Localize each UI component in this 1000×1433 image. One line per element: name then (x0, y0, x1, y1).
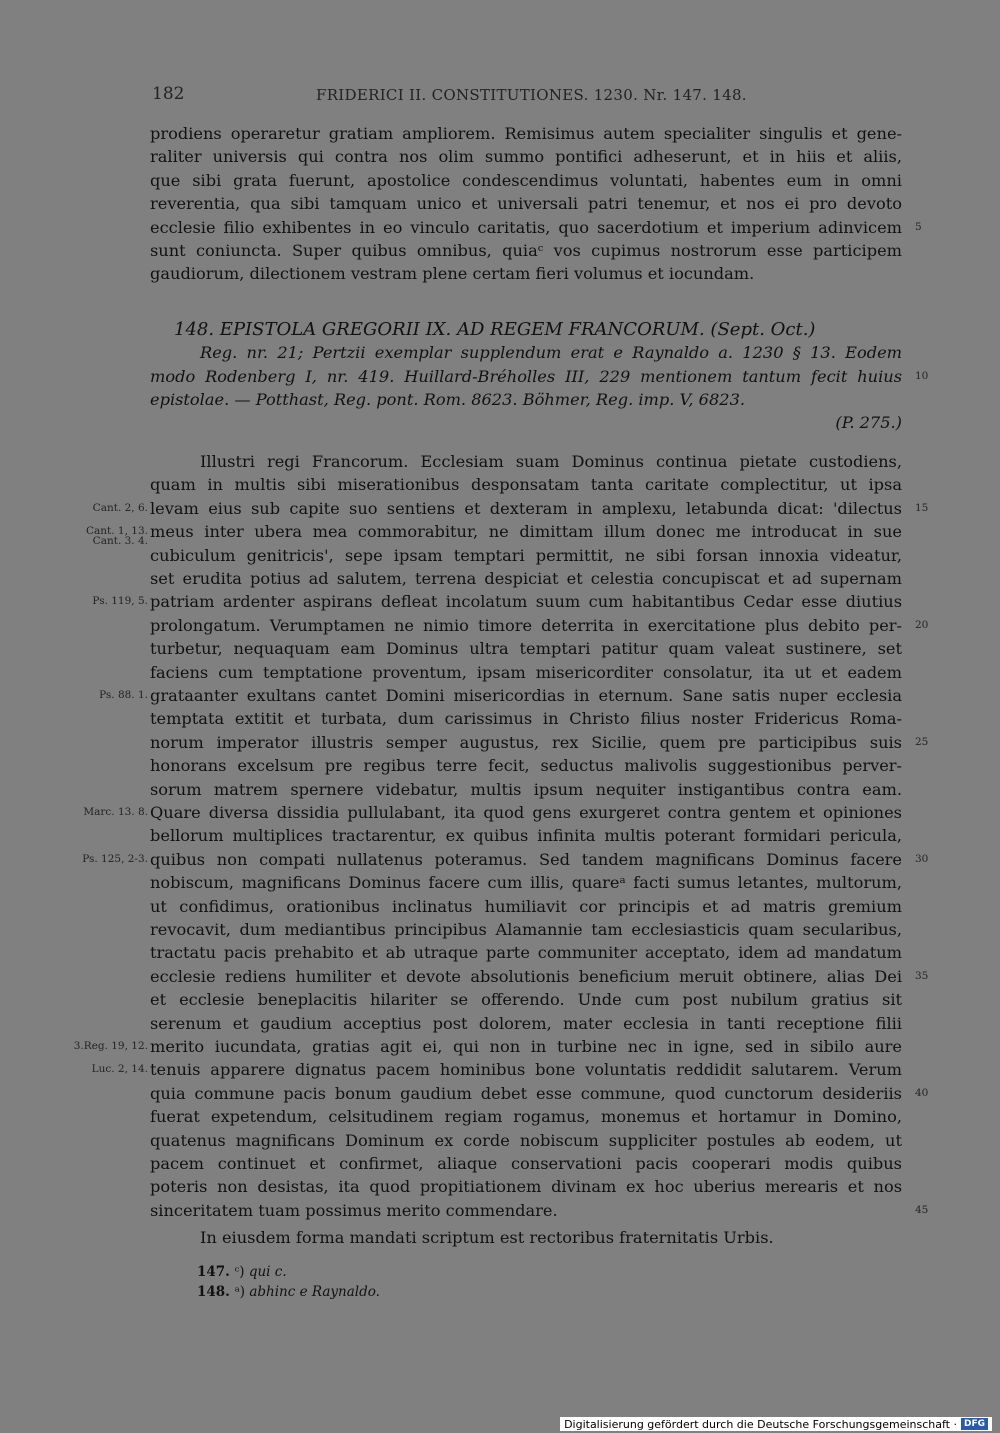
text-line: serenum et gaudium acceptius post dolorem, mater ecclesia in tanti receptione filii (150, 1013, 902, 1033)
text-line: pacem continuet et confirmet, aliaque conservationi pacis cooperari modis quibus (150, 1154, 902, 1173)
text-line: quibus non compati nullatenus poteramus. Sed tandem magnificans Dominus facere (150, 849, 902, 869)
line-number: 35 (915, 969, 929, 982)
text-line: sinceritatem tuam possimus merito commendare. (150, 1200, 558, 1220)
margin-reference: Cant. 1, 13. (85, 525, 148, 538)
text-line: fuerat expetendum, celsitudinem regiam rogamus, monemus et hortamur in Domino, (150, 1107, 902, 1127)
text-line: que sibi grata fuerunt, apostolice condescendimus voluntati, habentes eum in omni (150, 170, 902, 190)
text-line: quam in multis sibi miserationibus desponsatam tanta caritate complectitur, ut ipsa (150, 475, 902, 495)
page-header (150, 84, 750, 108)
digitization-credit (560, 1417, 992, 1431)
text-line: meus inter ubera mea commorabitur, ne dimittam illum donec me introducat in sue (150, 522, 902, 542)
text-line: 148. EPISTOLA GREGORII IX. AD REGEM FRANCORUM. (Sept. Oct.) (174, 319, 816, 340)
text-line: reverentia, qua sibi tamquam unico et universali patri tenemur, et nos ei pro devoto (150, 194, 902, 214)
dfg-logo: DFG (961, 1418, 988, 1430)
text-line: et ecclesie beneplacitis hilariter se offerendo. Unde cum post nubilum gratius sit (150, 990, 902, 1010)
text-line: tractatu pacis prehabito et ab utraque parte communiter acceptato, idem ad mandatum (150, 943, 902, 963)
margin-reference: Marc. 13. 8. (83, 806, 148, 818)
text-line: quia commune pacis bonum gaudium debet esse commune, quod cunctorum desideriis (150, 1083, 902, 1103)
text-line: turbetur, nequaquam eam Dominus ultra temptari patitur quam valeat sustinere, set (150, 639, 902, 659)
margin-reference: Ps. 119, 5. (92, 595, 148, 608)
page-number: 182 (152, 84, 185, 104)
text-line: patriam ardenter aspirans defleat incolatum suum cum habitantibus Cedar esse diutius (150, 592, 902, 612)
text-line: gaudiorum, dilectionem vestram plene certam fieri volumus et iocundam. (150, 264, 755, 284)
credit-text: Digitalisierung gefördert durch die Deutsche Forschungsgemeinschaft · (564, 1417, 957, 1431)
text-line: poteris non desistas, ita quod propitiationem divinam ex hoc uberius merearis et nos (150, 1177, 902, 1197)
text-line: prodiens operaretur gratiam ampliorem. Remisimus autem specialiter singulis et gene- (150, 124, 902, 143)
text-line: ecclesie filio exhibentes in eo vinculo caritatis, quo sacerdotium et imperium adinvicem (150, 217, 902, 237)
footnote (197, 1264, 287, 1280)
text-line: merito iucundata, gratias agit ei, qui non in turbine nec in igne, sed in sibilo aure (150, 1037, 902, 1056)
text-line: sunt coniuncta. Super quibus omnibus, quiaᶜ vos cupimus nostrorum esse participem (150, 241, 902, 260)
text-line: ut confidimus, orationibus inclinatus humiliavit cor principis et ad matris gremium (150, 896, 902, 916)
footnote-text: qui c. (248, 1264, 287, 1280)
text-line: faciens cum temptatione proventum, ipsam misericorditer consolatur, ita ut et eadem (150, 662, 902, 682)
text-line: honorans excelsum pre regibus terre fecit, seductus malivolis suggestionibus perver- (150, 756, 902, 776)
text-line: set erudita potius ad salutem, terrena despiciat et celestia concupiscat et ad supernam (150, 569, 902, 588)
line-number: 30 (915, 852, 929, 865)
footnote-mark: ᵃ) (234, 1284, 250, 1300)
footnote-mark: ᶜ) (234, 1264, 249, 1280)
text-line: modo Rodenberg I, nr. 419. Huillard-Bréholles III, 229 mentionem tantum fecit huius (150, 366, 902, 386)
line-number: 45 (915, 1203, 929, 1216)
text-line: revocavit, dum mediantibus principibus Alamannie tam ecclesiasticis quam secularibus, (150, 920, 902, 939)
text-line: Reg. nr. 21; Pertzii exemplar supplendum erat e Raynaldo a. 1230 § 13. Eodem (200, 343, 902, 363)
footnote-number: 148. (197, 1284, 235, 1300)
text-line: levam eius sub capite suo sentiens et dexteram in amplexu, letabunda dicat: 'dilectus (150, 498, 902, 518)
margin-reference: Cant. 3. 4. (92, 535, 148, 548)
running-title: FRIDERICI II. CONSTITUTIONES. 1230. Nr. 147. 148. (316, 86, 747, 104)
text-line: raliter universis qui contra nos olim summo pontifici adheserunt, et in hiis et aliis, (150, 147, 902, 167)
footnote-number: 147. (197, 1264, 235, 1280)
text-line: quatenus magnificans Dominum ex corde nobiscum suppliciter postules ab eodem, ut (150, 1130, 902, 1150)
text-line: Illustri regi Francorum. Ecclesiam suam Dominus continua pietate custodiens, (200, 452, 902, 471)
text-line: norum imperator illustris semper augustus, rex Sicilie, quem pre participibus suis (150, 732, 902, 752)
margin-reference: Ps. 125, 2-3. (82, 852, 148, 865)
text-line: epistolae. — Potthast, Reg. pont. Rom. 8623. Böhmer, Reg. imp. V, 6823. (150, 390, 746, 410)
text-line: cubiculum genitricis', sepe ipsam temptari permittit, ne sibi forsan innoxia videatur, (150, 545, 902, 565)
text-line: Quare diversa dissidia pullulabant, ita quod gens exurgeret contra gentem et opiniones (150, 803, 902, 822)
text-line: grataanter exultans cantet Domini misericordias in eternum. Sane satis nuper ecclesia (150, 686, 902, 705)
margin-reference: Cant. 2, 6. (92, 501, 148, 514)
text-line: (P. 275.) (835, 412, 902, 432)
margin-reference: Luc. 2, 14. (91, 1063, 148, 1076)
text-line: ecclesie rediens humiliter et devote absolutionis beneficium meruit obtinere, alias Dei (150, 966, 902, 986)
footnote-text: abhinc e Raynaldo. (249, 1284, 380, 1300)
line-number: 5 (915, 220, 922, 233)
footnote (197, 1284, 380, 1300)
margin-reference: 3.Reg. 19, 12. (73, 1040, 148, 1052)
line-number: 25 (915, 735, 929, 748)
line-number: 15 (915, 501, 929, 514)
line-number: 40 (915, 1086, 929, 1099)
text-line: prolongatum. Verumptamen ne nimio timore deterrita in exercitatione plus debito per- (150, 615, 902, 635)
line-number: 10 (915, 369, 929, 382)
line-number: 20 (915, 618, 929, 631)
text-line: bellorum multiplices tractarentur, ex quibus infinita multis poterant formidari pericula, (150, 826, 902, 846)
text-line: nobiscum, magnificans Dominus facere cum illis, quareᵃ facti sumus letantes, multorum, (150, 873, 902, 893)
margin-reference: Ps. 88. 1. (99, 689, 148, 701)
text-line: sorum matrem spernere videbatur, multis ipsum nequiter instigantibus contra eam. (150, 779, 902, 799)
text-line: tenuis apparere dignatus pacem hominibus bone voluntatis reddidit salutarem. Verum (150, 1060, 902, 1080)
text-line: temptata extitit et turbata, dum carissimus in Christo filius noster Fridericus Roma- (150, 709, 902, 729)
text-line: In eiusdem forma mandati scriptum est rectoribus fraternitatis Urbis. (200, 1228, 774, 1247)
